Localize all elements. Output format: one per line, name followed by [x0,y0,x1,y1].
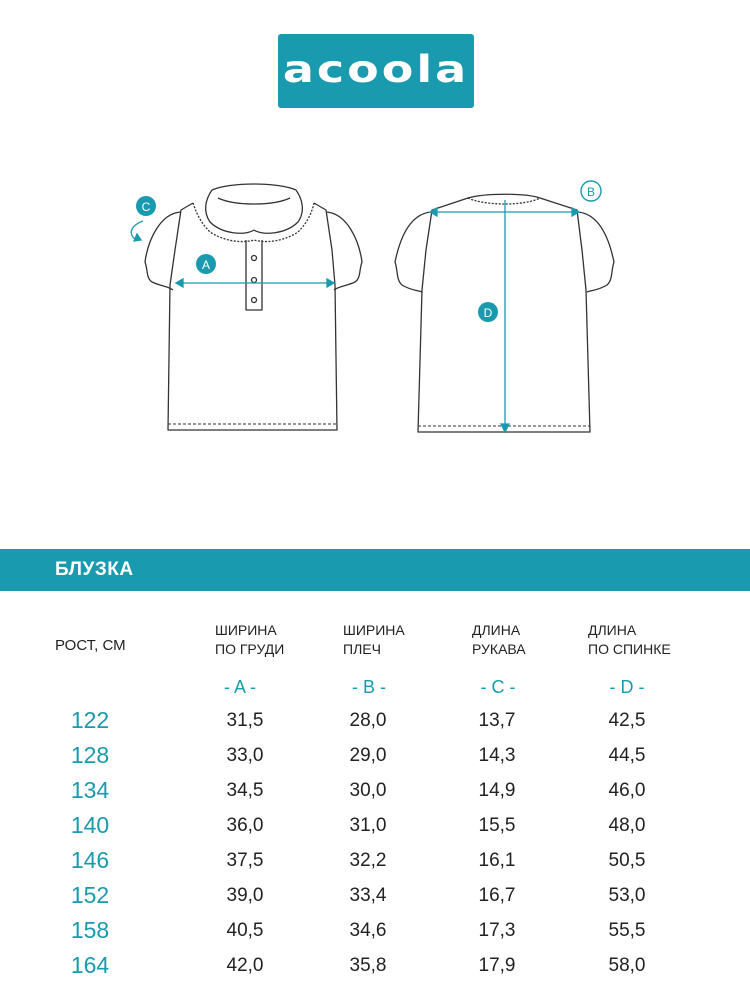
measurement-value: 33,0 [226,745,264,766]
table-row [0,773,750,808]
table-row [0,843,750,878]
size-table-rows [0,703,750,983]
marker-d [478,302,498,322]
height-value: 128 [70,742,110,768]
measurement-value: 44,5 [608,745,646,766]
height-value: 152 [70,882,110,908]
column-header-back-length: ДЛИНА ПО СПИНКЕ [588,622,671,657]
measurement-value: 37,5 [226,850,264,871]
measurement-value: 35,8 [349,955,387,976]
measurement-value: 39,0 [226,885,264,906]
measurement-value: 17,3 [478,920,516,941]
measurement-value: 42,5 [608,710,646,731]
product-title: БЛУЗКА [55,559,134,580]
measurement-value: 36,0 [226,815,264,836]
height-column-header: РОСТ, СМ [55,637,126,654]
height-value: 134 [70,777,110,803]
brand-logo-text: acoola [282,46,470,92]
measurement-value: 30,0 [349,780,387,801]
measurement-value: 15,5 [478,815,516,836]
column-letter-c: - C - [480,677,516,697]
table-row [0,808,750,843]
measurement-value: 28,0 [349,710,387,731]
height-value: 140 [70,812,110,838]
height-value: 146 [70,847,110,873]
table-row [0,703,750,738]
height-value: 122 [70,707,110,733]
column-header-sleeve: ДЛИНА РУКАВА [472,622,526,657]
column-letter-a: - A - [223,677,256,697]
product-title-bar [0,549,750,591]
measurement-value: 31,5 [226,710,264,731]
marker-b-label: B [586,185,596,199]
measurement-value: 55,5 [608,920,646,941]
height-value: 158 [70,917,110,943]
measurement-value: 13,7 [478,710,516,731]
table-row [0,738,750,773]
measurement-value: 14,3 [478,745,516,766]
marker-b [581,181,601,201]
table-row [0,948,750,983]
measurement-value: 16,7 [478,885,516,906]
measurement-value: 29,0 [349,745,387,766]
measurement-value: 58,0 [608,955,646,976]
measurement-value: 31,0 [349,815,387,836]
measurement-value: 34,6 [349,920,387,941]
column-header-shoulders: ШИРИНА ПЛЕЧ [343,622,405,657]
marker-a [196,254,216,274]
marker-c [136,196,156,216]
column-letter-d: - D - [609,677,645,697]
measurement-lines [131,200,579,432]
measurement-value: 53,0 [608,885,646,906]
blouse-front-view [145,184,362,430]
measurement-value: 33,4 [349,885,387,906]
measurement-value: 46,0 [608,780,646,801]
measurement-value: 17,9 [478,955,516,976]
marker-a-label: A [201,258,211,272]
brand-logo [278,34,474,108]
height-value: 164 [70,952,110,978]
measurement-value: 34,5 [226,780,264,801]
table-row [0,878,750,913]
marker-c-label: C [141,200,151,214]
measurement-value: 42,0 [226,955,264,976]
garment-diagram [0,170,750,450]
measurement-value: 40,5 [226,920,264,941]
measurement-value: 16,1 [478,850,516,871]
column-header-chest: ШИРИНА ПО ГРУДИ [215,622,285,657]
table-row [0,913,750,948]
measurement-value: 32,2 [349,850,387,871]
column-letter-b: - B - [352,677,386,697]
marker-d-label: D [483,306,493,320]
measurement-value: 48,0 [608,815,646,836]
measurement-value: 14,9 [478,780,516,801]
measurement-value: 50,5 [608,850,646,871]
